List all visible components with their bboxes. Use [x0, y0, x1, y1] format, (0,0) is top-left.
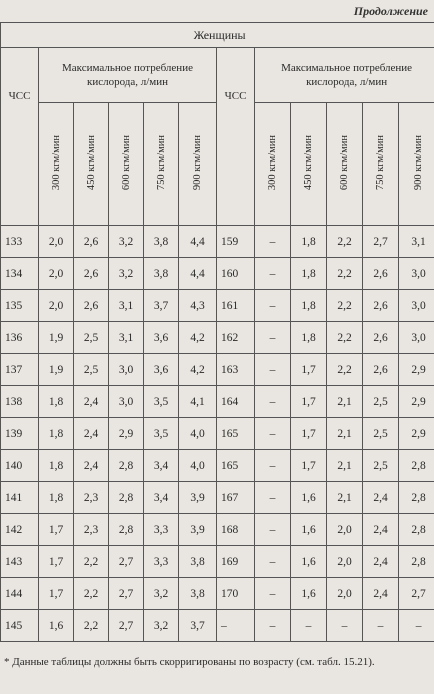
table-cell: 4,0: [179, 418, 217, 450]
table-cell: 2,4: [363, 482, 399, 514]
table-cell: 1,7: [39, 514, 74, 546]
vo2-header-left: Максимальное потребление кислорода, л/мин: [39, 48, 217, 103]
table-cell: 139: [1, 418, 39, 450]
table-cell: –: [255, 290, 291, 322]
load-header-right-900: 900 кгм/мин: [399, 103, 434, 226]
table-cell: 2,8: [109, 450, 144, 482]
table-cell: 2,0: [327, 546, 363, 578]
table-cell: 3,0: [109, 354, 144, 386]
table-cell: 1,8: [39, 482, 74, 514]
table-row: [1, 290, 434, 322]
hr-header-left: ЧСС: [1, 48, 39, 226]
table-cell: 134: [1, 258, 39, 290]
table-cell: 2,6: [74, 226, 109, 258]
table-cell: 2,6: [74, 258, 109, 290]
table-cell: 2,5: [363, 450, 399, 482]
table-cell: 3,8: [144, 226, 179, 258]
table-cell: 3,0: [399, 290, 434, 322]
load-header-right-600: 600 кгм/мин: [327, 103, 363, 226]
vo2-table: [0, 22, 434, 642]
table-cell: 2,6: [74, 290, 109, 322]
table-cell: 2,7: [363, 226, 399, 258]
table-cell: 2,6: [363, 322, 399, 354]
table-cell: 136: [1, 322, 39, 354]
table-cell: 3,7: [179, 610, 217, 642]
load-header-left-300: 300 кгм/мин: [39, 103, 74, 226]
table-cell: 163: [217, 354, 255, 386]
table-cell: 4,4: [179, 226, 217, 258]
load-header-left-750: 750 кгм/мин: [144, 103, 179, 226]
table-cell: 3,0: [399, 258, 434, 290]
table-cell: 168: [217, 514, 255, 546]
table-cell: 4,4: [179, 258, 217, 290]
table-cell: 1,8: [39, 450, 74, 482]
table-row: [1, 386, 434, 418]
table-cell: 133: [1, 226, 39, 258]
table-cell: 167: [217, 482, 255, 514]
table-row: [1, 514, 434, 546]
table-cell: 2,1: [327, 386, 363, 418]
table-cell: 1,8: [39, 386, 74, 418]
table-cell: 3,6: [144, 354, 179, 386]
table-cell: 3,2: [144, 578, 179, 610]
table-cell: 1,8: [291, 226, 327, 258]
table-cell: 2,9: [399, 354, 434, 386]
table-cell: 2,4: [74, 450, 109, 482]
table-cell: 1,7: [291, 386, 327, 418]
table-cell: –: [255, 546, 291, 578]
table-cell: 2,2: [327, 290, 363, 322]
table-cell: 1,8: [291, 258, 327, 290]
table-cell: 3,8: [144, 258, 179, 290]
table-cell: 1,8: [39, 418, 74, 450]
table-cell: 1,8: [291, 322, 327, 354]
table-cell: 165: [217, 418, 255, 450]
table-cell: 2,2: [327, 322, 363, 354]
table-cell: –: [255, 610, 291, 642]
table-cell: 1,6: [39, 610, 74, 642]
table-cell: 2,6: [363, 258, 399, 290]
table-cell: 1,7: [291, 450, 327, 482]
table-cell: 161: [217, 290, 255, 322]
table-cell: 1,6: [291, 546, 327, 578]
table-cell: 141: [1, 482, 39, 514]
table-cell: 4,2: [179, 322, 217, 354]
table-cell: 2,6: [363, 290, 399, 322]
table-cell: 2,8: [109, 514, 144, 546]
load-header-right-450: 450 кгм/мин: [291, 103, 327, 226]
table-cell: 2,0: [327, 578, 363, 610]
table-cell: –: [255, 514, 291, 546]
table-cell: –: [217, 610, 255, 642]
table-cell: 1,7: [291, 418, 327, 450]
table-cell: 3,4: [144, 450, 179, 482]
table-cell: 3,1: [109, 322, 144, 354]
table-cell: 169: [217, 546, 255, 578]
table-cell: –: [291, 610, 327, 642]
table-cell: 3,2: [109, 258, 144, 290]
table-cell: 144: [1, 578, 39, 610]
table-row: [1, 482, 434, 514]
table-cell: 2,3: [74, 514, 109, 546]
table-cell: 2,1: [327, 450, 363, 482]
table-cell: –: [327, 610, 363, 642]
table-cell: 2,8: [109, 482, 144, 514]
table-cell: 1,6: [291, 482, 327, 514]
table-cell: 3,1: [109, 290, 144, 322]
table-cell: 2,0: [39, 258, 74, 290]
load-header-left-450: 450 кгм/мин: [74, 103, 109, 226]
table-cell: 165: [217, 450, 255, 482]
table-cell: 2,9: [109, 418, 144, 450]
table-cell: 164: [217, 386, 255, 418]
table-cell: 2,5: [74, 322, 109, 354]
table-cell: 1,8: [291, 290, 327, 322]
table-cell: 162: [217, 322, 255, 354]
load-header-left-900: 900 кгм/мин: [179, 103, 217, 226]
table-cell: 3,9: [179, 514, 217, 546]
table-cell: 2,3: [74, 482, 109, 514]
table-cell: 2,5: [363, 386, 399, 418]
table-cell: 2,1: [327, 418, 363, 450]
table-row: [1, 322, 434, 354]
table-row: [1, 226, 434, 258]
table-row: [1, 354, 434, 386]
table-cell: 3,1: [399, 226, 434, 258]
table-cell: 2,2: [327, 258, 363, 290]
table-cell: 2,1: [327, 482, 363, 514]
table-cell: 1,9: [39, 354, 74, 386]
table-cell: 1,9: [39, 322, 74, 354]
table-cell: 3,0: [109, 386, 144, 418]
table-cell: 2,4: [74, 386, 109, 418]
table-cell: 2,5: [74, 354, 109, 386]
table-cell: 3,2: [109, 226, 144, 258]
table-cell: 2,4: [363, 578, 399, 610]
table-cell: –: [255, 226, 291, 258]
table-cell: 143: [1, 546, 39, 578]
table-cell: 3,3: [144, 546, 179, 578]
table-cell: 2,2: [327, 354, 363, 386]
table-cell: –: [255, 386, 291, 418]
table-cell: 135: [1, 290, 39, 322]
footnote: * Данные таблицы должны быть скорригированы по возрасту (см. табл. 15.21).: [4, 656, 375, 668]
table-cell: 2,4: [363, 514, 399, 546]
table-cell: 2,2: [74, 578, 109, 610]
table-cell: 2,5: [363, 418, 399, 450]
table-cell: 2,4: [363, 546, 399, 578]
table-cell: 145: [1, 610, 39, 642]
table-body: [1, 226, 434, 642]
table-cell: 3,9: [179, 482, 217, 514]
table-cell: 1,7: [39, 578, 74, 610]
table-cell: –: [399, 610, 434, 642]
table-cell: 3,6: [144, 322, 179, 354]
table-cell: 2,4: [74, 418, 109, 450]
table-cell: 3,8: [179, 578, 217, 610]
table-cell: 3,8: [179, 546, 217, 578]
table-cell: –: [255, 482, 291, 514]
table-cell: 2,2: [74, 610, 109, 642]
table-cell: 4,2: [179, 354, 217, 386]
table-cell: 3,0: [399, 322, 434, 354]
table-cell: 138: [1, 386, 39, 418]
hr-header-right: ЧСС: [217, 48, 255, 226]
table-cell: –: [255, 354, 291, 386]
table-cell: 2,0: [39, 226, 74, 258]
table-cell: 2,7: [109, 546, 144, 578]
table-cell: 1,7: [291, 354, 327, 386]
table-cell: 2,8: [399, 514, 434, 546]
table-cell: –: [255, 258, 291, 290]
table-row: [1, 610, 434, 642]
table-cell: –: [255, 322, 291, 354]
table-cell: 160: [217, 258, 255, 290]
load-header-right-300: 300 кгм/мин: [255, 103, 291, 226]
table-cell: 2,0: [39, 290, 74, 322]
table-cell: 2,9: [399, 386, 434, 418]
table-cell: 3,5: [144, 418, 179, 450]
table-cell: 2,8: [399, 546, 434, 578]
table-cell: –: [255, 578, 291, 610]
table-cell: 2,9: [399, 418, 434, 450]
load-header-left-600: 600 кгм/мин: [109, 103, 144, 226]
table-cell: 1,7: [39, 546, 74, 578]
continuation-label: Продолжение: [353, 4, 428, 18]
table-cell: 140: [1, 450, 39, 482]
table-row: [1, 578, 434, 610]
table-cell: 2,6: [363, 354, 399, 386]
table-cell: –: [363, 610, 399, 642]
table-cell: 170: [217, 578, 255, 610]
table-cell: 2,8: [399, 482, 434, 514]
table-cell: 3,2: [144, 610, 179, 642]
table-cell: 1,6: [291, 578, 327, 610]
gender-header: Женщины: [1, 23, 434, 48]
table-row: [1, 450, 434, 482]
table-cell: 4,3: [179, 290, 217, 322]
table-cell: 4,1: [179, 386, 217, 418]
table-cell: 1,6: [291, 514, 327, 546]
table-cell: 2,7: [109, 610, 144, 642]
table-cell: 2,2: [74, 546, 109, 578]
table-cell: 137: [1, 354, 39, 386]
vo2-header-right: Максимальное потребление кислорода, л/мин: [255, 48, 434, 103]
table-cell: –: [255, 418, 291, 450]
table-cell: 3,7: [144, 290, 179, 322]
table-cell: 3,5: [144, 386, 179, 418]
table-cell: 2,8: [399, 450, 434, 482]
table-cell: 2,2: [327, 226, 363, 258]
table-row: [1, 258, 434, 290]
table-cell: 2,7: [109, 578, 144, 610]
table-cell: 142: [1, 514, 39, 546]
table-cell: 2,0: [327, 514, 363, 546]
table-row: [1, 418, 434, 450]
table-row: [1, 546, 434, 578]
table-cell: 2,7: [399, 578, 434, 610]
load-header-right-750: 750 кгм/мин: [363, 103, 399, 226]
table-cell: 3,4: [144, 482, 179, 514]
table-cell: –: [255, 450, 291, 482]
table-cell: 4,0: [179, 450, 217, 482]
table-cell: 159: [217, 226, 255, 258]
table-cell: 3,3: [144, 514, 179, 546]
